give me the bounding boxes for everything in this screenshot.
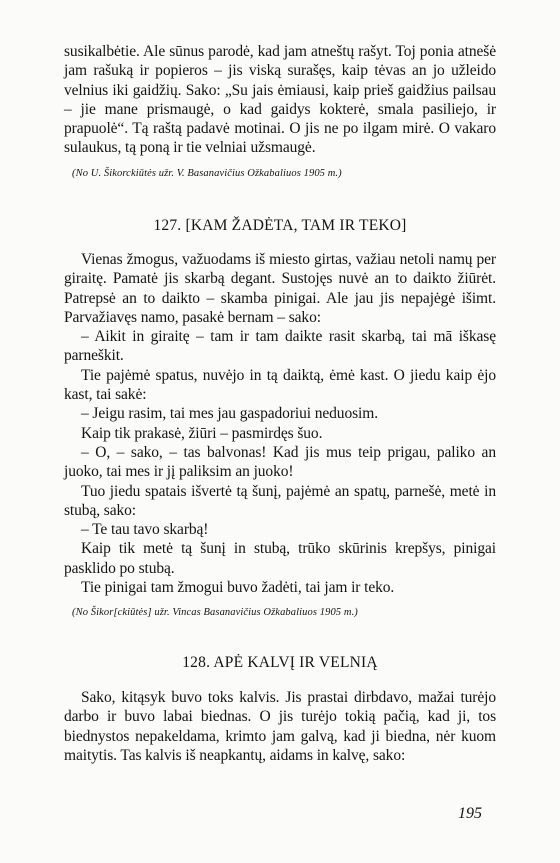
source-note-127: (No Šikor[ckiūtės] užr. Vincas Basanavičius Ožkabaliuos 1905 m.) [72, 607, 358, 619]
story-127-paragraph: Kaip tik prakasė, žiūri – pasmirdęs šuo. [81, 424, 323, 442]
story-127-paragraph: – O, – sako, – tas balvonas! Kad jis mus teip prigau, paliko an juoko, tai mes ir jį paliksim an juoko! [64, 443, 496, 481]
source-note-126: (No U. Šikorckiūtės užr. V. Basanavičius Ožkabaliuos 1905 m.) [72, 167, 342, 179]
story-127-paragraph: – Aikit in giraitę – tam ir tam daikte rasit skarbą, tai mā iškasę parneškit. [64, 328, 496, 365]
story-127-paragraph: Vienas žmogus, važuodams iš miesto girtas, važiau netoli namų per giraitę. Pamatė jis skarbą degant. Sustojęs nuvė an to daikto žiūrėt. Patrepsė an to daikto – skamba pinigai. Ale jau jis nepajėgė išimt. Parvažiavęs namo, pasakė bernam – sako: [64, 251, 496, 326]
story-127-paragraph: – Jeigu rasim, tai mes jau gaspadoriui neduosim. [81, 405, 378, 423]
story-128-body [64, 688, 496, 765]
top-paragraph: susikalbėtie. Ale sūnus parodė, kad jam atneštų rašyt. Toj ponia atnešė jam rašuką ir popieros – jis viską surašęs, kaip tėvas an jo užleido velnius iki gaidžių. Sako: „Su jais ėmiausi, kaip prieš gaidžius pailsau – jie mane prismaugė, o kad gaidys kokterė, smala pasiliejo, ir prapuolė“. Tą raštą padavė motinai. O jis ne po ilgam mirė. O vakaro sulaukus, tą poną ir tie velniai užsmaugė. [64, 43, 496, 157]
story-127-paragraph: Tie pajėmė spatus, nuvėjo in tą daiktą, ėmė kast. O jiedu kaip ėjo kast, tai sakė: [64, 366, 496, 404]
story-127-paragraph: Tuo jiedu spatais išvertė tą šunį, pajėmė an spatų, parnešė, metė in stubą, sako: [64, 482, 496, 519]
story-126-continuation [64, 42, 496, 181]
page-number: 195 [458, 805, 482, 822]
story-127-paragraph: – Te tau tavo skarbą! [81, 521, 209, 539]
story-127-title: 127. [KAM ŽADĖTA, TAM IR TEKO] [153, 217, 407, 234]
story-128-paragraph: Sako, kitąsyk buvo toks kalvis. Jis prastai dirbdavo, mažai turėjo darbo ir buvo labai biednas. O jis turėjo tokią pačią, kad ji, tos biednystos nepakeldama, krimto jam galvą, kad ji biedna, nėr kuom maitytis. Tas kalvis iš neapkantų, aidams in kalvę, sako: [64, 689, 496, 764]
story-127-body [64, 250, 496, 620]
story-127-paragraph: Kaip tik metė tą šunį in stubą, trūko skūrinis krepšys, pinigai pasklido po stubą. [64, 540, 496, 577]
story-128-title: 128. APĖ KALVĮ IR VELNIĄ [182, 654, 378, 671]
story-127-paragraph: Tie pinigai tam žmogui buvo žadėti, tai jam ir teko. [81, 579, 395, 597]
